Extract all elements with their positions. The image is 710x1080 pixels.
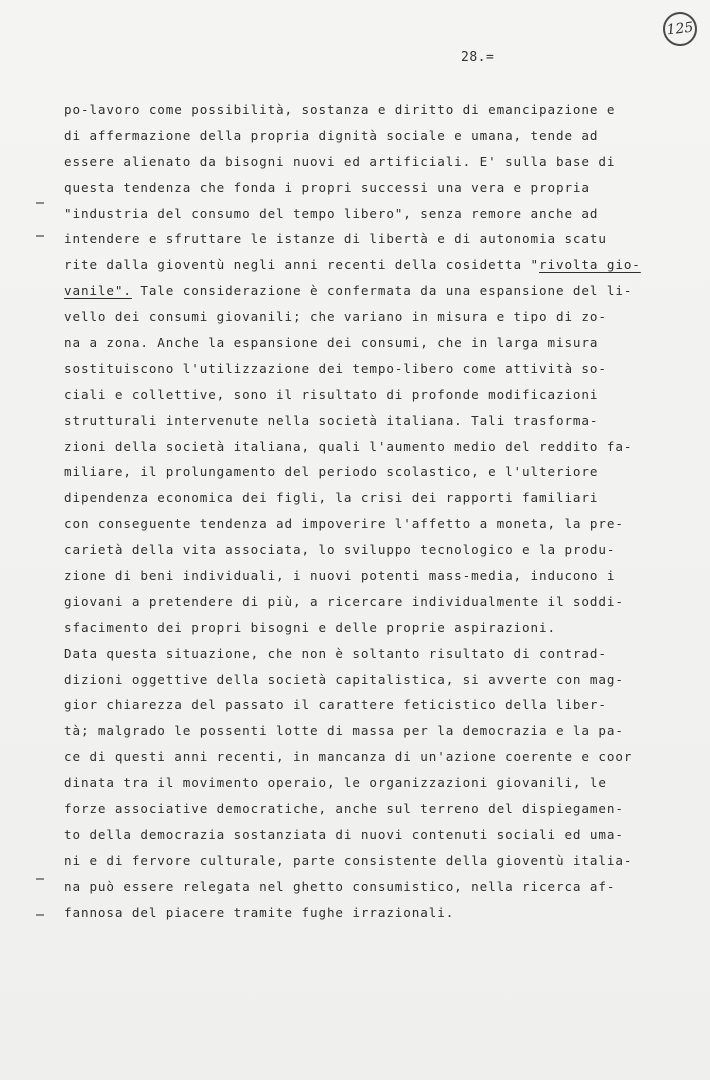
page-stamp-number: 125: [665, 19, 695, 39]
underlined-phrase: rivolta gio-: [539, 257, 641, 273]
text-line: na può essere relegata nel ghetto consumistico, nella ricerca af-: [64, 878, 616, 894]
margin-mark: [36, 914, 44, 916]
text-line: ciali e collettive, sono il risultato di profonde modificazioni: [64, 386, 599, 402]
text-line: essere alienato da bisogni nuovi ed artificiali. E' sulla base di: [64, 153, 616, 169]
page-stamp: [661, 10, 698, 47]
text-line: dinata tra il movimento operaio, le organizzazioni giovanili, le: [64, 775, 607, 791]
text-line: con conseguente tendenza ad impoverire l'affetto a moneta, la pre-: [64, 516, 624, 532]
underlined-phrase: vanile".: [64, 283, 132, 299]
body-text: [64, 97, 641, 926]
text-line: "industria del consumo del tempo libero", senza remore anche ad: [64, 205, 599, 221]
text-line: miliare, il prolungamento del periodo scolastico, e l'ulteriore: [64, 464, 599, 480]
page-number: 28.=: [461, 50, 495, 65]
text-line: strutturali intervenute nella società italiana. Tali trasforma-: [64, 412, 599, 428]
text-line: po-lavoro come possibilità, sostanza e diritto di emancipazione e: [64, 102, 616, 117]
text-line: na a zona. Anche la espansione dei consumi, che in larga misura: [64, 335, 599, 351]
text-line: zione di beni individuali, i nuovi potenti mass-media, inducono i: [64, 568, 616, 584]
text-line: dipendenza economica dei figli, la crisi dei rapporti familiari: [64, 490, 599, 506]
text-line: rite dalla gioventù negli anni recenti della cosidetta "rivolta gio-: [64, 257, 641, 273]
text-line: gior chiarezza del passato il carattere feticistico della liber-: [64, 697, 607, 713]
text-line: intendere e sfruttare le istanze di libertà e di autonomia scatu: [64, 231, 607, 247]
text-line: carietà della vita associata, lo sviluppo tecnologico e la produ-: [64, 542, 616, 558]
text-line: fannosa del piacere tramite fughe irrazionali.: [64, 904, 455, 920]
text-line: ni e di fervore culturale, parte consistente della gioventù italia-: [64, 852, 633, 868]
margin-mark: [36, 202, 44, 204]
text-line: vanile". Tale considerazione è confermata da una espansione del li-: [64, 283, 633, 299]
text-line: sostituiscono l'utilizzazione dei tempo-libero come attività so-: [64, 360, 607, 376]
text-line: di affermazione della propria dignità sociale e umana, tende ad: [64, 127, 599, 143]
text-line: zioni della società italiana, quali l'aumento medio del reddito fa-: [64, 438, 633, 454]
text-line: questa tendenza che fonda i propri successi una vera e propria: [64, 179, 590, 195]
text-line: ce di questi anni recenti, in mancanza di un'azione coerente e coor: [64, 749, 633, 765]
margin-mark: [36, 235, 44, 237]
text-line: Data questa situazione, che non è soltanto risultato di contrad-: [64, 645, 607, 661]
text-line: sfacimento dei propri bisogni e delle proprie aspirazioni.: [64, 619, 556, 635]
margin-mark: [36, 878, 44, 880]
text-line: giovani a pretendere di più, a ricercare individualmente il soddi-: [64, 593, 624, 609]
text-line: forze associative democratiche, anche sul terreno del dispiegamen-: [64, 801, 624, 817]
text-line: to della democrazia sostanziata di nuovi contenuti sociali ed uma-: [64, 826, 624, 842]
text-line: dizioni oggettive della società capitalistica, si avverte con mag-: [64, 671, 624, 687]
text-line: vello dei consumi giovanili; che variano in misura e tipo di zo-: [64, 309, 607, 325]
text-line: tà; malgrado le possenti lotte di massa per la democrazia e la pa-: [64, 723, 624, 739]
